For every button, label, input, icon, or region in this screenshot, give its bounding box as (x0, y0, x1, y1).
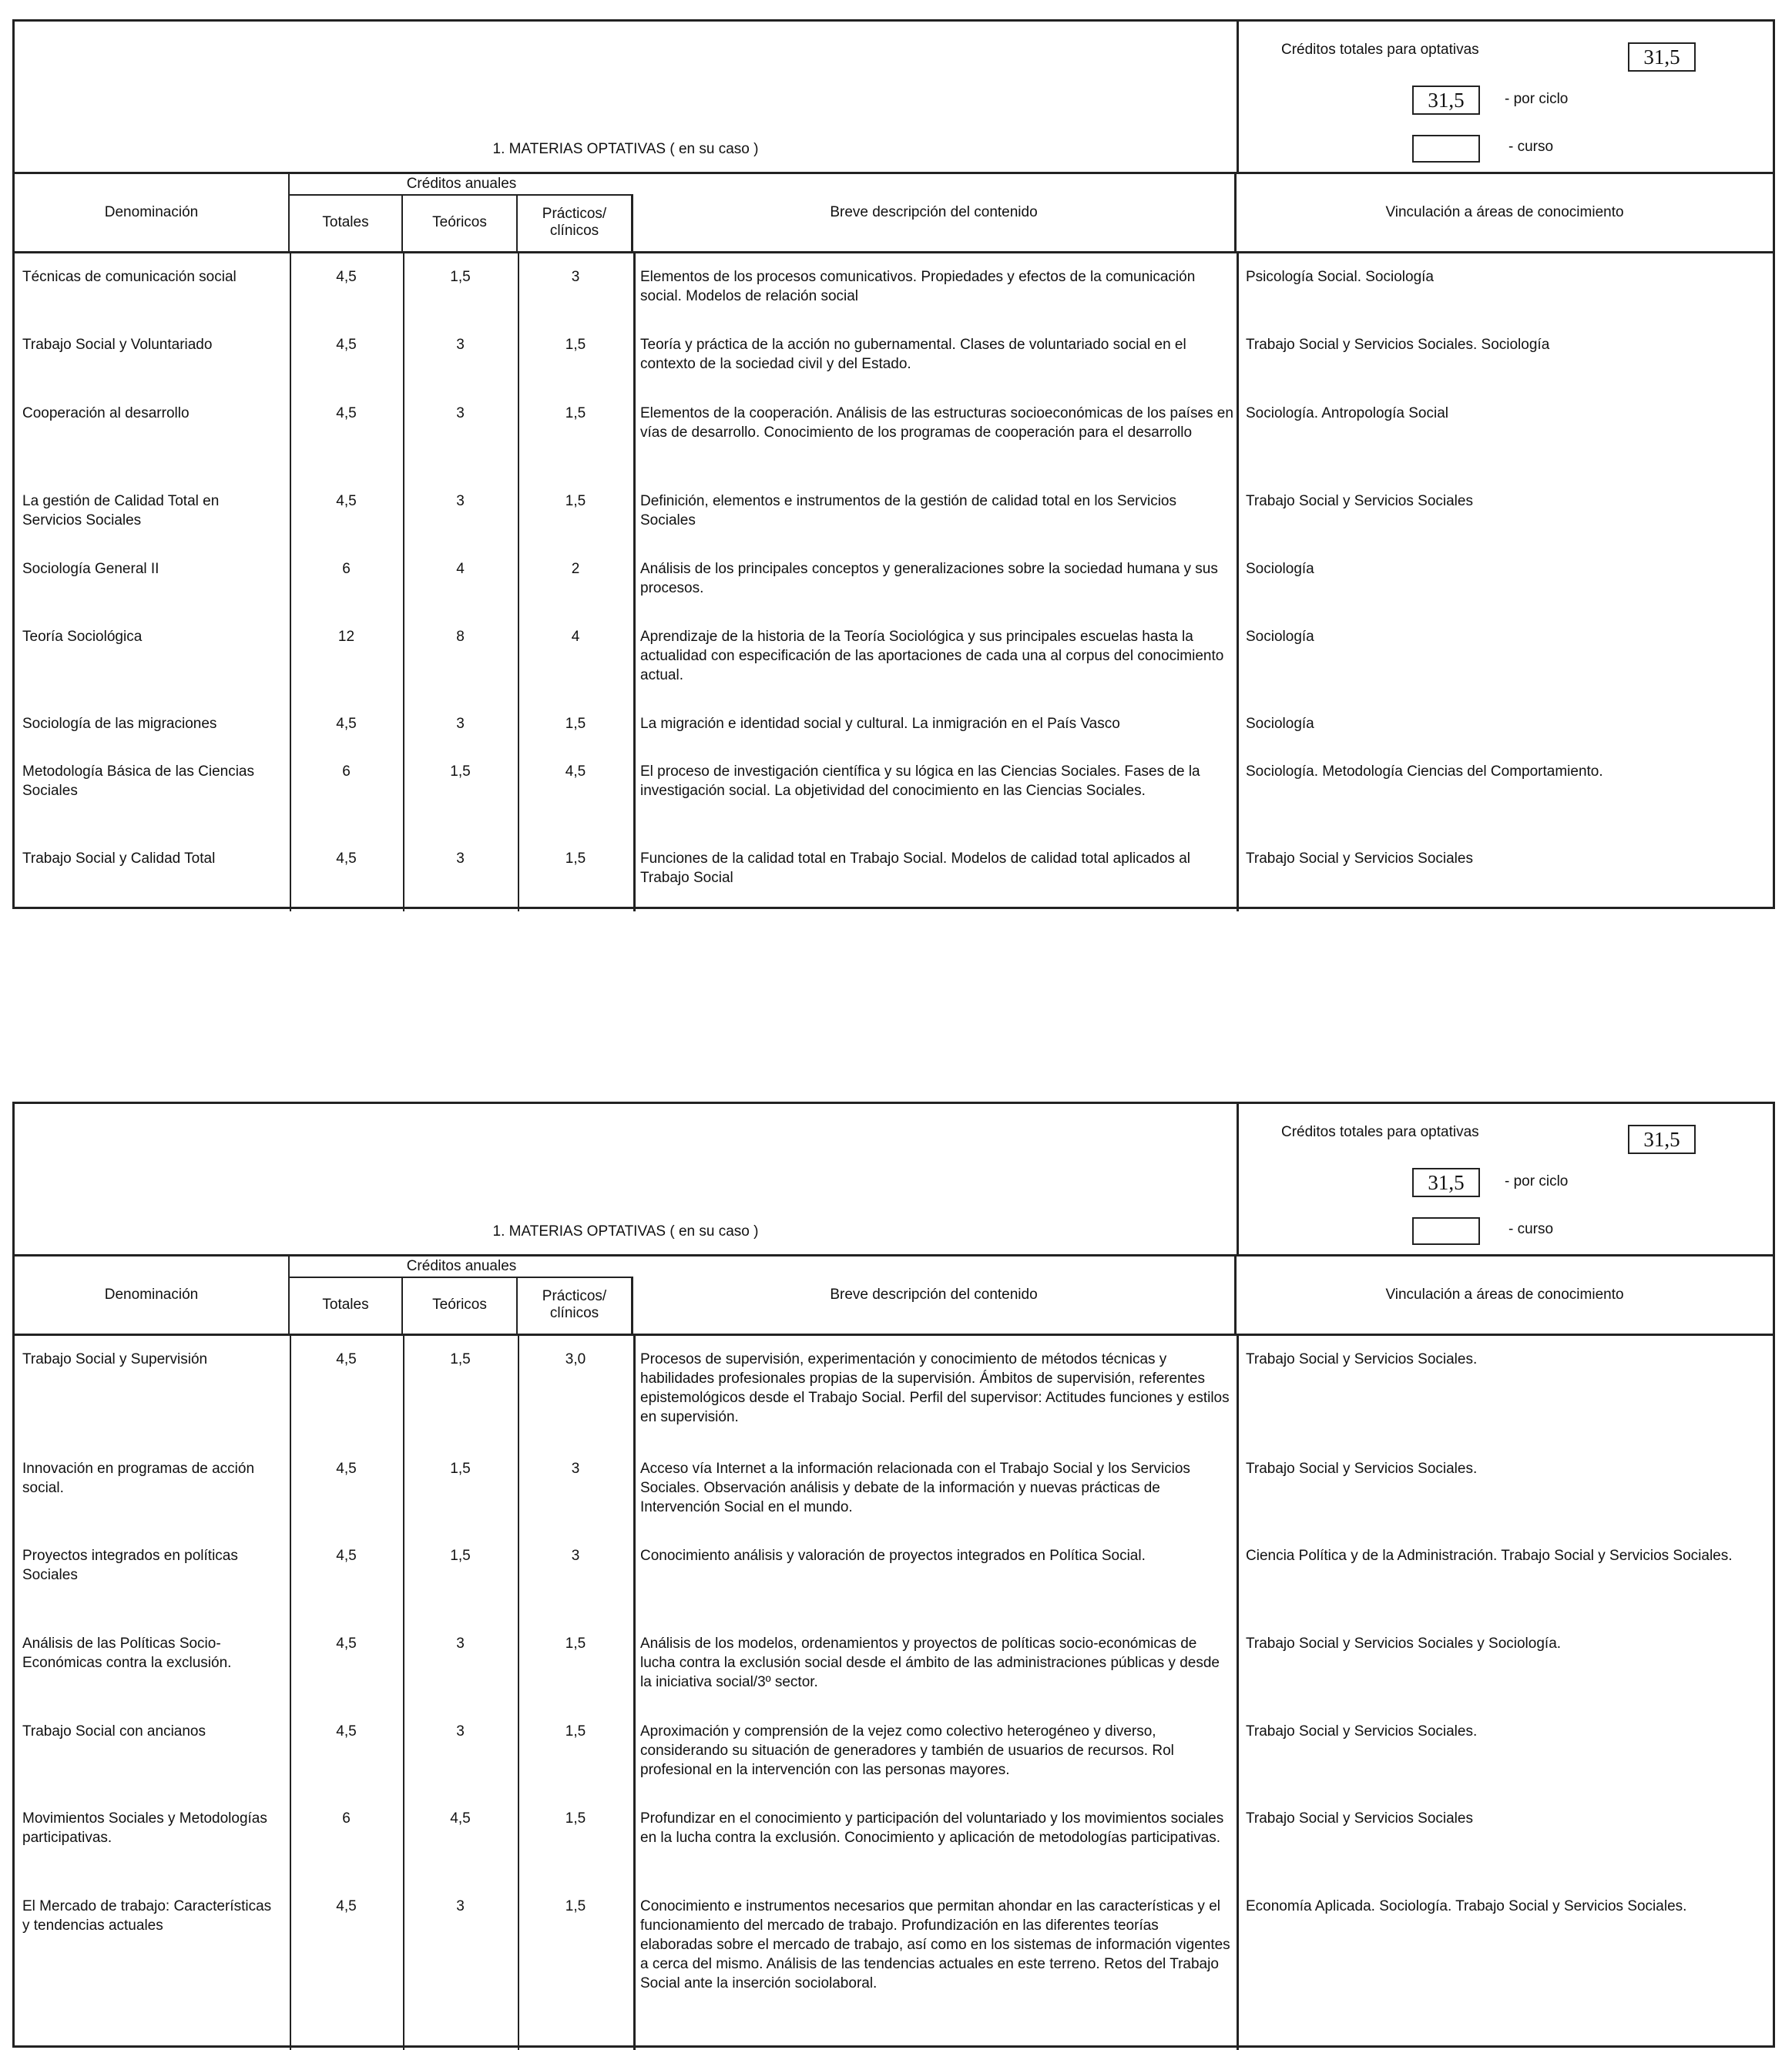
curso-label: - curso (1508, 1221, 1554, 1237)
subject-name: Proyectos integrados en políticas Sociales (22, 1548, 238, 1583)
credits-total: 6 (342, 561, 351, 577)
col-denominacion: Denominación (15, 174, 290, 251)
subject-name: La gestión de Calidad Total en Servicios Sociales (22, 493, 220, 528)
knowledge-area: Trabajo Social y Servicios Sociales. (1246, 1351, 1478, 1367)
col-totales: Totales (290, 194, 403, 251)
credits-total-box: 31,5 (1628, 42, 1696, 72)
credits-practice: 1,5 (565, 1810, 586, 1827)
description: Profundizar en el conocimiento y participación del voluntariado y los movimientos sociales en la lucha contra la exclusión. Conocimiento y aplicación de metodologías participativas. (640, 1810, 1224, 1846)
subject-name: Sociología de las migraciones (22, 716, 217, 732)
description: Acceso vía Internet a la información relacionada con el Trabajo Social y los Servicios Sociales. Observación análisis y debate de la información y nuevas prácticas de Intervención Social en el mundo. (640, 1461, 1190, 1515)
subject-name: Cooperación al desarrollo (22, 405, 190, 421)
credits-practice: 1,5 (565, 1636, 586, 1652)
credits-theory: 3 (456, 716, 465, 732)
knowledge-area: Sociología (1246, 716, 1314, 732)
credits-curso-box (1412, 1217, 1480, 1245)
credits-total-label: Créditos totales para optativas (1281, 42, 1479, 58)
column-headers (15, 174, 1773, 253)
col-creditos-anuales (290, 1257, 633, 1334)
knowledge-area: Psicología Social. Sociología (1246, 269, 1434, 285)
description: Conocimiento análisis y valoración de proyectos integrados en Política Social. (640, 1548, 1146, 1564)
title-cell (15, 22, 1239, 172)
optativas-table-1 (12, 19, 1775, 909)
credits-total: 4,5 (336, 1351, 357, 1367)
title-cell (15, 1104, 1239, 1254)
por-ciclo-label: - por ciclo (1505, 1173, 1569, 1189)
credits-ciclo-box: 31,5 (1412, 86, 1480, 115)
subject-name: Trabajo Social con ancianos (22, 1723, 206, 1740)
column-headers (15, 1257, 1773, 1336)
description: Procesos de supervisión, experimentación y conocimiento de métodos técnicas y habilidades profesionales propias de la supervisión. Ámbitos de supervisión, referentes epistemológicos desde el Trabajo Social. Perfil del supervisor: Actitudes funciones y estilos en supervisión. (640, 1351, 1230, 1425)
creditos-anuales-label: Créditos anuales (290, 1257, 633, 1278)
knowledge-area: Sociología (1246, 561, 1314, 577)
credits-total-box: 31,5 (1628, 1125, 1696, 1154)
description: Funciones de la calidad total en Trabajo Social. Modelos de calidad total aplicados al Trabajo Social (640, 851, 1191, 886)
credits-panel (1239, 22, 1773, 172)
credits-curso-box (1412, 135, 1480, 163)
knowledge-area: Trabajo Social y Servicios Sociales. (1246, 1723, 1478, 1740)
col-descripcion: Breve descripción del contenido (633, 1257, 1237, 1334)
description: El proceso de investigación científica y su lógica en las Ciencias Sociales. Fases de la investigación social. La objetividad del conocimiento en las Ciencias Sociales. (640, 763, 1200, 799)
subject-name: Trabajo Social y Voluntariado (22, 337, 213, 353)
credits-theory: 4 (456, 561, 465, 577)
col-vinculacion: Vinculación a áreas de conocimiento (1385, 1287, 1624, 1303)
col-descripcion: Breve descripción del contenido (633, 174, 1237, 251)
credits-practice: 2 (571, 561, 580, 577)
subject-name: Trabajo Social y Supervisión (22, 1351, 208, 1367)
creditos-anuales-label: Créditos anuales (290, 174, 633, 196)
col-teoricos: Teóricos (403, 1277, 518, 1334)
credits-total: 12 (337, 629, 355, 645)
credits-practice: 3 (571, 269, 580, 285)
subject-name: Movimientos Sociales y Metodologías participativas. (22, 1810, 267, 1846)
col-vinculacion: Vinculación a áreas de conocimiento (1385, 204, 1624, 220)
knowledge-area: Sociología. Antropología Social (1246, 405, 1449, 421)
credits-practice: 1,5 (565, 337, 586, 353)
credits-practice: 3 (571, 1548, 580, 1564)
credits-theory: 1,5 (450, 1351, 471, 1367)
subject-name: Análisis de las Políticas Socio-Económicas contra la exclusión. (22, 1636, 232, 1671)
description: Elementos de los procesos comunicativos. Propiedades y efectos de la comunicación social. Modelos de relación social (640, 269, 1196, 304)
knowledge-area: Trabajo Social y Servicios Sociales (1246, 851, 1473, 867)
credits-total: 4,5 (336, 851, 357, 867)
credits-practice: 3,0 (565, 1351, 586, 1367)
credits-total: 4,5 (336, 405, 357, 421)
credits-theory: 3 (456, 851, 465, 867)
credits-total: 4,5 (336, 337, 357, 353)
credits-total: 4,5 (336, 269, 357, 285)
credits-total: 4,5 (336, 493, 357, 509)
credits-theory: 4,5 (450, 1810, 471, 1827)
credits-practice: 1,5 (565, 405, 586, 421)
credits-practice: 4 (571, 629, 580, 645)
description: La migración e identidad social y cultural. La inmigración en el País Vasco (640, 716, 1120, 732)
table-body (15, 1336, 1773, 2050)
knowledge-area: Trabajo Social y Servicios Sociales (1246, 1810, 1473, 1827)
credits-theory: 1,5 (450, 269, 471, 285)
table-header (15, 22, 1773, 174)
credits-practice: 1,5 (565, 851, 586, 867)
subject-name: Trabajo Social y Calidad Total (22, 851, 216, 867)
description: Aprendizaje de la historia de la Teoría Sociológica y sus principales escuelas hasta la actualidad con especificación de las aportaciones de cada una al corpus del conocimiento actual. (640, 629, 1224, 683)
credits-theory: 1,5 (450, 1548, 471, 1564)
credits-practice: 1,5 (565, 1723, 586, 1740)
col-practicos: Prácticos/ clínicos (518, 194, 633, 251)
subject-name: Innovación en programas de acción social. (22, 1461, 255, 1496)
description: Teoría y práctica de la acción no gubernamental. Clases de voluntariado social en el contexto de la sociedad civil y del Estado. (640, 337, 1186, 372)
knowledge-area: Sociología (1246, 629, 1314, 645)
description: Análisis de los principales conceptos y generalizaciones sobre la sociedad humana y sus procesos. (640, 561, 1218, 596)
credits-practice: 1,5 (565, 493, 586, 509)
knowledge-area: Trabajo Social y Servicios Sociales. (1246, 1461, 1478, 1477)
credits-theory: 3 (456, 493, 465, 509)
credits-total: 4,5 (336, 1548, 357, 1564)
credits-total: 6 (342, 763, 351, 780)
credits-practice: 4,5 (565, 763, 586, 780)
knowledge-area: Trabajo Social y Servicios Sociales (1246, 493, 1473, 509)
credits-practice: 1,5 (565, 1898, 586, 1914)
knowledge-area: Sociología. Metodología Ciencias del Comportamiento. (1246, 763, 1603, 780)
description: Conocimiento e instrumentos necesarios que permitan ahondar en las características y el funcionamiento del mercado de trabajo. Profundización en las diferentes teorías elaboradas sobre el mercado de trabajo, así como en los sistemas de información vigentes a cerca del mismo. Análisis de las tendencias actuales en este terreno. Retos del Trabajo Social ante la inserción sociolaboral. (640, 1898, 1230, 1991)
subject-name: Sociología General II (22, 561, 159, 577)
subject-name: El Mercado de trabajo: Características y tendencias actuales (22, 1898, 272, 1934)
col-denominacion: Denominación (15, 1257, 290, 1334)
credits-total-label: Créditos totales para optativas (1281, 1124, 1479, 1140)
credits-total: 6 (342, 1810, 351, 1827)
credits-total: 4,5 (336, 1461, 357, 1477)
table-header (15, 1104, 1773, 1257)
table-body (15, 253, 1773, 911)
credits-total: 4,5 (336, 1723, 357, 1740)
credits-practice: 1,5 (565, 716, 586, 732)
curso-label: - curso (1508, 139, 1554, 155)
subject-name: Teoría Sociológica (22, 629, 143, 645)
knowledge-area: Ciencia Política y de la Administración. Trabajo Social y Servicios Sociales. (1246, 1548, 1733, 1564)
credits-theory: 3 (456, 1636, 465, 1652)
credits-panel (1239, 1104, 1773, 1254)
col-creditos-anuales (290, 174, 633, 251)
credits-total: 4,5 (336, 1898, 357, 1914)
credits-total: 4,5 (336, 1636, 357, 1652)
credits-ciclo-box: 31,5 (1412, 1168, 1480, 1197)
credits-total: 4,5 (336, 716, 357, 732)
description: Análisis de los modelos, ordenamientos y proyectos de políticas socio-económicas de lucha contra la exclusión social desde el ámbito de las administraciones públicas y desde la iniciativa social/3º sector. (640, 1636, 1220, 1690)
col-practicos: Prácticos/ clínicos (518, 1277, 633, 1334)
credits-practice: 3 (571, 1461, 580, 1477)
description: Elementos de la cooperación. Análisis de las estructuras socioeconómicas de los países en vías de desarrollo. Conocimiento de los programas de cooperación para el desarrollo (640, 405, 1233, 441)
knowledge-area: Trabajo Social y Servicios Sociales y Sociología. (1246, 1636, 1562, 1652)
knowledge-area: Economía Aplicada. Sociología. Trabajo Social y Servicios Sociales. (1246, 1898, 1687, 1914)
credits-theory: 8 (456, 629, 465, 645)
subject-name: Metodología Básica de las Ciencias Sociales (22, 763, 255, 799)
col-teoricos: Teóricos (403, 194, 518, 251)
description: Definición, elementos e instrumentos de la gestión de calidad total en los Servicios Sociales (640, 493, 1176, 528)
description: Aproximación y comprensión de la vejez como colectivo heterogéneo y diverso, considerando su situación de generadores y también de usuarios de recursos. Rol profesional en la intervención con las personas mayores. (640, 1723, 1174, 1778)
col-totales: Totales (290, 1277, 403, 1334)
knowledge-area: Trabajo Social y Servicios Sociales. Sociología (1246, 337, 1550, 353)
credits-theory: 1,5 (450, 763, 471, 780)
credits-theory: 1,5 (450, 1461, 471, 1477)
credits-theory: 3 (456, 337, 465, 353)
subject-name: Técnicas de comunicación social (22, 269, 237, 285)
credits-theory: 3 (456, 1898, 465, 1914)
table-title: 1. MATERIAS OPTATIVAS ( en su caso ) (492, 141, 759, 157)
por-ciclo-label: - por ciclo (1505, 91, 1569, 107)
credits-theory: 3 (456, 1723, 465, 1740)
optativas-table-2 (12, 1102, 1775, 2048)
table-title: 1. MATERIAS OPTATIVAS ( en su caso ) (492, 1223, 759, 1240)
credits-theory: 3 (456, 405, 465, 421)
